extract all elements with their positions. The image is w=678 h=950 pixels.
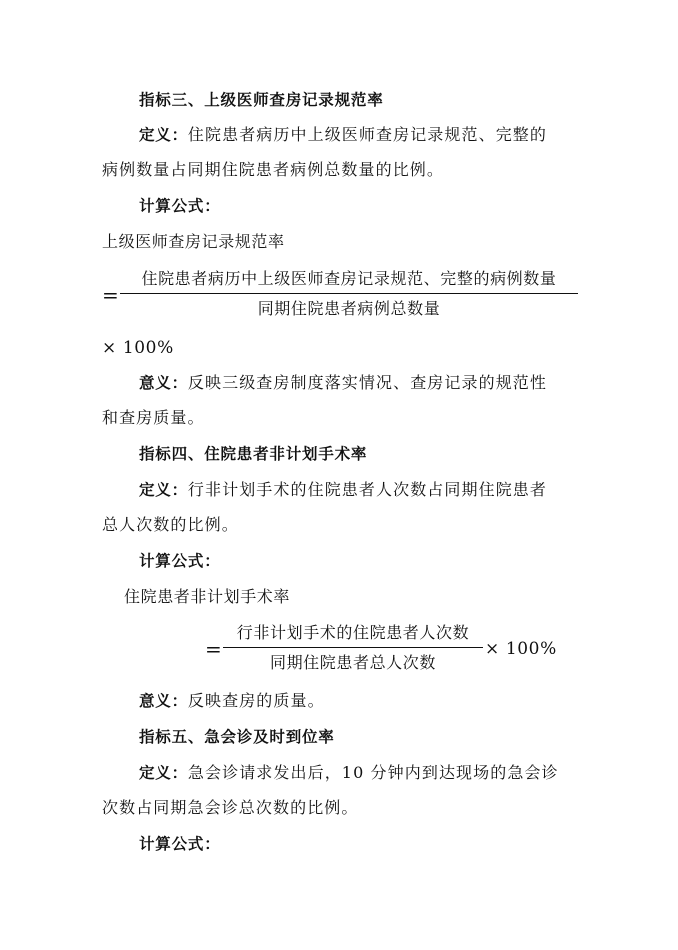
indicator-4-calc-label: 计算公式： (139, 552, 221, 570)
numerator: 行非计划手术的住院患者人次数 (236, 623, 470, 642)
multiplier: × 100% (485, 639, 557, 659)
indicator-4-meaning (139, 689, 325, 713)
equals-sign: = (102, 283, 119, 307)
fraction-bar (120, 293, 578, 294)
indicator-3-fraction (120, 266, 578, 326)
indicator-3-definition-cont: 病例数量占同期住院患者病例总数量的比例。 (102, 160, 445, 179)
indicator-4-definition-cont: 总人次数的比例。 (102, 515, 239, 534)
definition-text: 行非计划手术的住院患者人次数占同期住院患者 (187, 480, 548, 499)
meaning-label: 意义： (139, 374, 188, 392)
indicator-4-definition (139, 478, 547, 502)
indicator-3-formula-name: 上级医师查房记录规范率 (102, 232, 285, 251)
indicator-3-definition (139, 123, 547, 147)
indicator-5-definition-cont: 次数占同期急会诊总次数的比例。 (102, 798, 359, 817)
indicator-5-heading: 指标五、急会诊及时到位率 (139, 728, 335, 746)
indicator-3-calc-label: 计算公式： (139, 197, 221, 215)
numerator: 住院患者病历中上级医师查房记录规范、完整的病例数量 (141, 269, 557, 288)
indicator-5-calc-label: 计算公式： (139, 835, 221, 853)
definition-label: 定义： (139, 764, 188, 782)
meaning-text: 反映查房的质量。 (187, 691, 325, 710)
meaning-label: 意义： (139, 692, 188, 710)
indicator-5-definition (139, 761, 559, 785)
definition-label: 定义： (139, 481, 188, 499)
indicator-4-formula-name: 住院患者非计划手术率 (124, 587, 291, 606)
indicator-3-heading: 指标三、上级医师查房记录规范率 (139, 91, 384, 109)
equals-sign: = (205, 637, 222, 661)
definition-text: 住院患者病历中上级医师查房记录规范、完整的 (187, 125, 548, 144)
indicator-3-meaning (139, 371, 547, 395)
indicator-4-fraction (223, 620, 483, 680)
multiplier: × 100% (102, 338, 174, 358)
denominator: 同期住院患者总人次数 (269, 653, 436, 672)
definition-label: 定义： (139, 126, 188, 144)
definition-text: 急会诊请求发出后，10 分钟内到达现场的急会诊 (187, 763, 559, 782)
denominator: 同期住院患者病例总数量 (257, 299, 441, 318)
fraction-bar (223, 647, 483, 648)
meaning-text: 反映三级查房制度落实情况、查房记录的规范性 (187, 373, 548, 392)
indicator-4-heading: 指标四、住院患者非计划手术率 (139, 445, 368, 463)
indicator-3-meaning-cont: 和查房质量。 (102, 408, 205, 427)
